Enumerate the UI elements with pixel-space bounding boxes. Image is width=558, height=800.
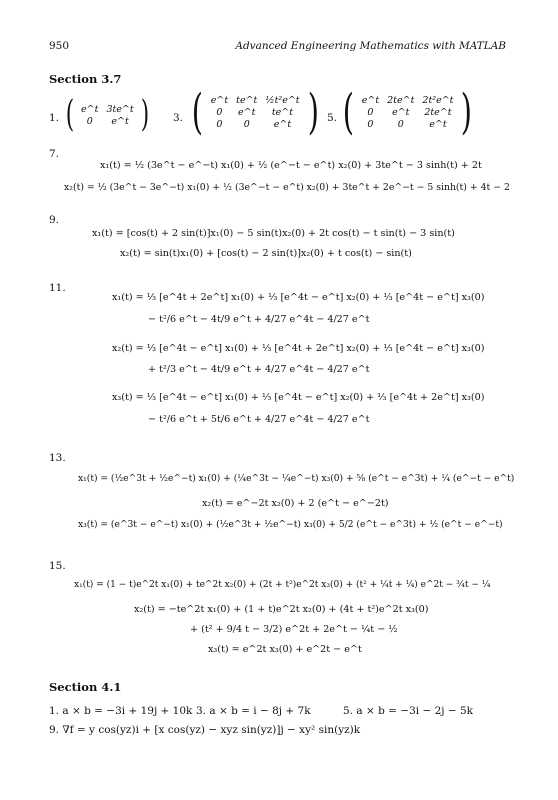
- matrix-cell: e^t: [81, 103, 99, 115]
- matrix-cell: 0: [243, 118, 250, 130]
- page-number: 950: [49, 40, 70, 52]
- matrix-cell: e^t: [273, 118, 292, 130]
- problem-15-eq-3: + (t² + 9/4 t − 3/2) e^2t + 2e^t − ¼t − ½: [190, 624, 398, 635]
- section-4-1-title: Section 4.1: [49, 680, 122, 694]
- matrix-cell: e^t: [111, 115, 129, 127]
- matrix-cell: 2te^t: [424, 106, 452, 118]
- problem-11-eq-4: + t²/3 e^t − 4t/9 e^t + 4/27 e^4t − 4/27 e^t: [148, 364, 370, 375]
- problem-15-eq-2: x₂(t) = −te^2t x₁(0) + (1 + t)e^2t x₂(0) + (4t + t²)e^2t x₃(0): [134, 604, 429, 615]
- problem-11-eq-2: − t²/6 e^t − 4t/9 e^t + 4/27 e^4t − 4/27 e^t: [148, 314, 370, 325]
- answer-4-1-9: 9. ∇f = y cos(yz)i + [x cos(yz) − xyz sin(yz)]j − xy² sin(yz)k: [49, 724, 361, 736]
- problem-15-number: 15.: [49, 560, 66, 572]
- problem-11-eq-1: x₁(t) = ⅓ [e^4t + 2e^t] x₁(0) + ⅓ [e^4t − e^t] x₂(0) + ⅓ [e^4t − e^t] x₃(0): [112, 292, 485, 303]
- problem-13-eq-1: x₁(t) = (½e^3t + ½e^−t) x₁(0) + (¼e^3t − ¼e^−t) x₃(0) + ⅝ (e^t − e^3t) + ¼ (e^−t − e^t): [78, 474, 515, 484]
- problem-15-eq-4: x₃(t) = e^2t x₃(0) + e^2t − e^t: [208, 644, 362, 655]
- problem-11-eq-6: − t²/6 e^t + 5t/6 e^t + 4/27 e^4t − 4/27 e^t: [148, 414, 370, 425]
- problem-7-eq-2: x₂(t) = ½ (3e^t − 3e^−t) x₁(0) + ½ (3e^−t − e^t) x₂(0) + 3te^t + 2e^−t − 5 sinh(t) + 4t − 2: [64, 182, 510, 193]
- matrix-cell: te^t: [271, 106, 294, 118]
- problem-11-eq-5: x₃(t) = ⅓ [e^4t − e^t] x₁(0) + ⅓ [e^4t − e^t] x₂(0) + ⅓ [e^4t + 2e^t] x₃(0): [112, 392, 485, 403]
- matrix-cell: e^t: [429, 118, 447, 130]
- problem-1-matrix: ( e^t 3te^t 0 e^t ): [65, 94, 149, 135]
- section-3-7-title: Section 3.7: [49, 72, 122, 86]
- matrix-cell: e^t: [238, 106, 256, 118]
- problem-5-number: 5.: [327, 112, 338, 124]
- matrix-cell: e^t: [392, 106, 410, 118]
- running-title: Advanced Engineering Mathematics with MATLAB: [235, 40, 506, 52]
- problem-9-eq-1: x₁(t) = [cos(t) + 2 sin(t)]x₁(0) − 5 sin(t)x₂(0) + 2t cos(t) − t sin(t) − 3 sin(t): [92, 228, 455, 239]
- problem-13-eq-2: x₂(t) = e^−2t x₂(0) + 2 (e^t − e^−2t): [202, 498, 389, 509]
- problem-3-matrix: ( e^t te^t ½t²e^t 0 e^t te^t 0 0 e^t ): [191, 84, 319, 140]
- problem-9-eq-2: x₂(t) = sin(t)x₁(0) + [cos(t) − 2 sin(t)]x₂(0) + t cos(t) − sin(t): [120, 248, 412, 259]
- matrix-cell: 2te^t: [387, 94, 415, 106]
- matrix-cell: 2t²e^t: [422, 94, 454, 106]
- problem-1-number: 1.: [49, 112, 60, 124]
- problem-7-number: 7.: [49, 148, 60, 160]
- matrix-cell: 3te^t: [106, 103, 134, 115]
- problem-7-eq-1: x₁(t) = ½ (3e^t − e^−t) x₁(0) + ½ (e^−t − e^t) x₂(0) + 3te^t − 3 sinh(t) + 2t: [100, 160, 482, 171]
- problem-11-eq-3: x₂(t) = ⅓ [e^4t − e^t] x₁(0) + ⅓ [e^4t + 2e^t] x₂(0) + ⅓ [e^4t − e^t] x₃(0): [112, 343, 485, 354]
- matrix-cell: e^t: [361, 94, 380, 106]
- problem-13-eq-3: x₃(t) = (e^3t − e^−t) x₁(0) + (½e^3t + ½e^−t) x₃(0) + 5/2 (e^t − e^3t) + ½ (e^t − e^−t): [78, 520, 503, 530]
- answer-4-1-1: 1. a × b = −3i + 19j + 10k: [49, 705, 193, 717]
- matrix-cell: e^t: [210, 94, 229, 106]
- problem-15-eq-1: x₁(t) = (1 − t)e^2t x₁(0) + te^2t x₂(0) + (2t + t²)e^2t x₃(0) + (t² + ¼t + ¼) e^2t − ¾t − ¼: [74, 580, 491, 590]
- matrix-cell: ½t²e^t: [265, 94, 300, 106]
- matrix-cell: 0: [367, 106, 374, 118]
- matrix-cell: 0: [86, 115, 93, 127]
- matrix-cell: 0: [397, 118, 404, 130]
- problem-13-number: 13.: [49, 452, 66, 464]
- problem-9-number: 9.: [49, 214, 60, 226]
- problem-3-number: 3.: [173, 112, 184, 124]
- problem-5-matrix: ( e^t 2te^t 2t²e^t 0 e^t 2te^t 0 0 e^t ): [342, 84, 473, 140]
- matrix-cell: 0: [216, 106, 223, 118]
- problem-11-number: 11.: [49, 282, 66, 294]
- matrix-cell: 0: [367, 118, 374, 130]
- answer-4-1-5: 5. a × b = −3i − 2j − 5k: [343, 705, 474, 717]
- matrix-cell: te^t: [236, 94, 258, 106]
- answer-4-1-3: 3. a × b = i − 8j + 7k: [196, 705, 311, 717]
- matrix-cell: 0: [216, 118, 223, 130]
